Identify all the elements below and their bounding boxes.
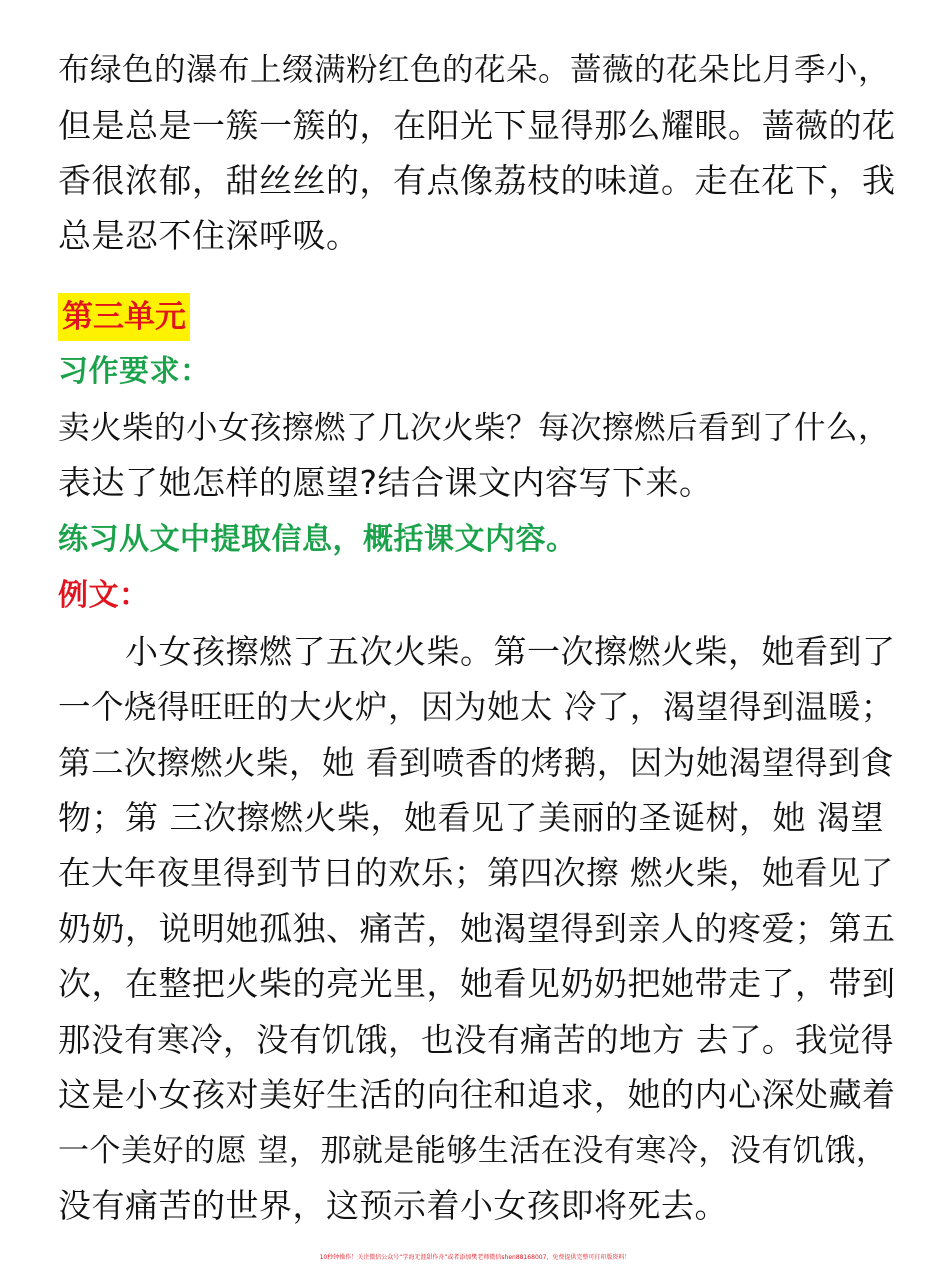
example-line-4: 物；第 三次擦燃火柴，她看见了美丽的圣诞树，她 渴望	[58, 798, 884, 837]
example-line-1: 小女孩擦燃了五次火柴。第一次擦燃火柴，她看到了	[58, 632, 896, 671]
example-line-8: 那没有寒冷，没有饥饿，也没有痛苦的地方 去了。我觉得	[58, 1021, 894, 1059]
example-line-9: 这是小女孩对美好生活的向往和追求，她的内心深处藏着	[58, 1075, 896, 1114]
unit-heading: 第三单元	[58, 293, 190, 341]
requirement-line-1: 卖火柴的小女孩擦燃了几次火柴？每次擦燃后看到了什么，	[58, 410, 891, 446]
example-line-7: 次，在整把火柴的亮光里，她看见奶奶把她带走了，带到	[58, 964, 896, 1003]
requirement-label: 习作要求：	[58, 354, 211, 389]
example-line-2: 一个烧得旺旺的大火炉，因为她太 冷了，渴望得到温暖；	[58, 688, 894, 726]
example-line-5: 在大年夜里得到节日的欢乐；第四次擦 燃火柴，她看见了	[58, 854, 894, 892]
intro-line-3: 香很浓郁，甜丝丝的，有点像荔枝的味道。走在花下，我	[58, 161, 896, 200]
requirement-line-2: 表达了她怎样的愿望?结合课文内容写下来。	[58, 463, 713, 502]
example-line-10: 一个美好的愿 望，那就是能够生活在没有寒冷，没有饥饿，	[58, 1133, 888, 1169]
intro-line-1: 布绿色的瀑布上缀满粉红色的花朵。蔷薇的花朵比月季小，	[58, 52, 891, 88]
example-line-3: 第二次擦燃火柴，她 看到喷香的烤鹅，因为她渴望得到食	[58, 744, 894, 782]
intro-line-2: 但是总是一簇一簇的，在阳光下显得那么耀眼。蔷薇的花	[58, 106, 896, 145]
footer-note: 10秒钟操作！关注微信公众号“学海无涯甜作舟”或者添加樊老师微信shen88168007，免费提供完整可打印版资料！	[319, 1254, 631, 1261]
example-line-11: 没有痛苦的世界，这预示着小女孩即将死去。	[58, 1186, 728, 1225]
example-line-6: 奶奶，说明她孤独、痛苦，她渴望得到亲人的疼爱；第五	[58, 909, 896, 948]
example-label: 例文：	[58, 578, 150, 613]
intro-line-4: 总是忍不住深呼吸。	[58, 216, 360, 255]
practice-note: 练习从文中提取信息，概括课文内容。	[58, 522, 577, 557]
